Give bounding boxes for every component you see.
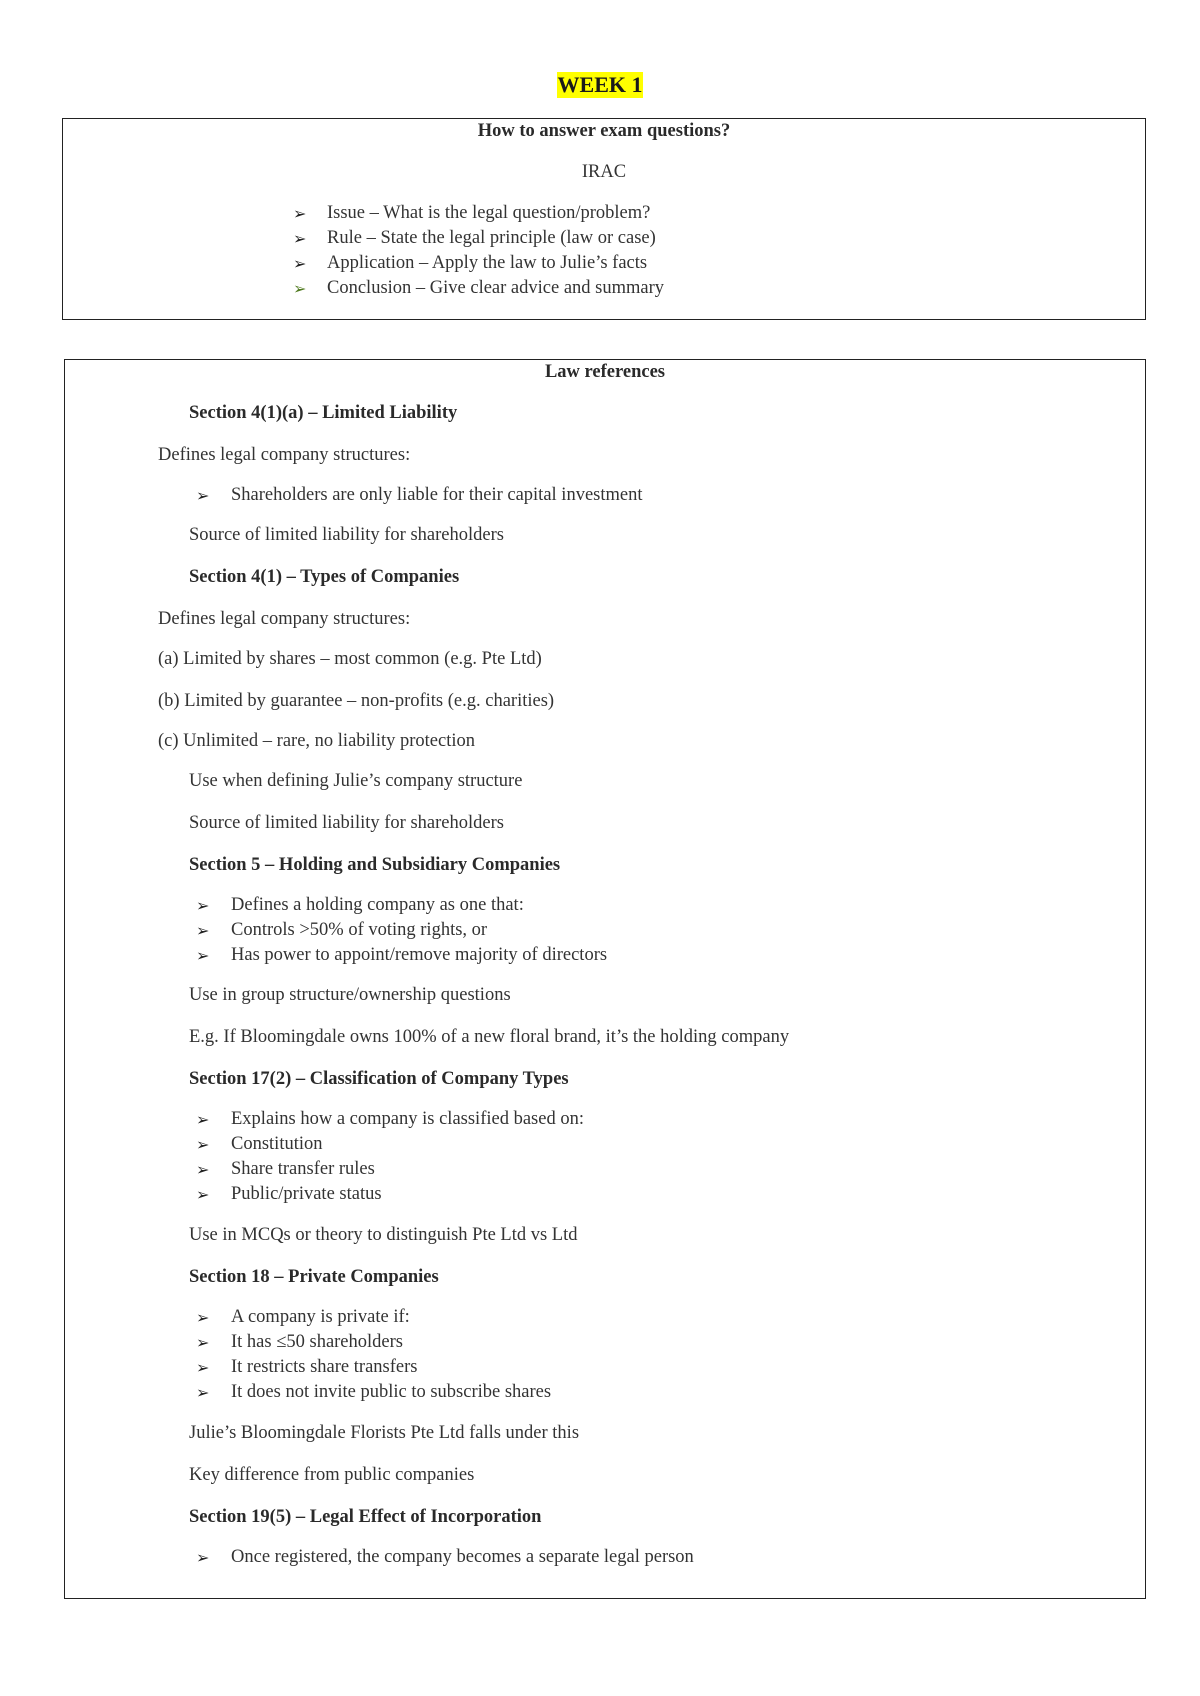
arrow-bullet-icon: ➢ <box>196 1385 210 1402</box>
page-title: WEEK 1 <box>557 72 643 97</box>
arrow-bullet-icon: ➢ <box>293 206 307 223</box>
irac-item-issue: Issue – What is the legal question/problem? <box>327 203 651 223</box>
bullet-item: Constitution <box>231 1134 323 1154</box>
section-note: Julie’s Bloomingdale Florists Pte Ltd falls under this <box>189 1423 580 1443</box>
irac-item-rule: Rule – State the legal principle (law or case) <box>327 228 656 248</box>
section-note: Use when defining Julie’s company structure <box>189 771 523 791</box>
bullet-item: Public/private status <box>231 1184 382 1204</box>
section-intro: Defines legal company structures: <box>158 445 411 465</box>
bullet-item: Once registered, the company becomes a separate legal person <box>231 1547 694 1567</box>
arrow-bullet-icon: ➢ <box>196 1335 210 1352</box>
bullet-item: Controls >50% of voting rights, or <box>231 920 488 940</box>
section-note: E.g. If Bloomingdale owns 100% of a new floral brand, it’s the holding company <box>189 1027 790 1047</box>
bullet-item: Has power to appoint/remove majority of directors <box>231 945 608 965</box>
arrow-bullet-icon: ➢ <box>196 1360 210 1377</box>
arrow-bullet-icon: ➢ <box>196 1310 210 1327</box>
company-type-line: (c) Unlimited – rare, no liability protection <box>158 731 475 751</box>
section-heading: Section 4(1)(a) – Limited Liability <box>189 403 458 423</box>
bullet-item: Explains how a company is classified based on: <box>231 1109 584 1129</box>
bullet-item: It has ≤50 shareholders <box>231 1332 403 1352</box>
arrow-bullet-icon: ➢ <box>196 948 210 965</box>
section-note: Source of limited liability for shareholders <box>189 525 504 545</box>
irac-subheading: IRAC <box>581 162 627 182</box>
bullet-item: It restricts share transfers <box>231 1357 418 1377</box>
arrow-bullet-icon: ➢ <box>293 256 307 273</box>
arrow-bullet-icon: ➢ <box>196 1187 210 1204</box>
section-heading: Section 5 – Holding and Subsidiary Companies <box>189 855 561 875</box>
irac-heading: How to answer exam questions? <box>477 121 731 141</box>
arrow-bullet-icon: ➢ <box>293 231 307 248</box>
arrow-bullet-icon: ➢ <box>196 1112 210 1129</box>
page-title-wrap <box>0 72 1200 98</box>
bullet-item: Shareholders are only liable for their capital investment <box>231 485 643 505</box>
law-references-box <box>64 359 1146 1599</box>
section-intro: Defines legal company structures: <box>158 609 411 629</box>
section-heading: Section 18 – Private Companies <box>189 1267 439 1287</box>
section-note: Source of limited liability for shareholders <box>189 813 504 833</box>
bullet-item: Defines a holding company as one that: <box>231 895 524 915</box>
law-references-heading: Law references <box>544 362 666 382</box>
arrow-bullet-icon: ➢ <box>196 898 210 915</box>
irac-item-conclusion: Conclusion – Give clear advice and summary <box>327 278 665 298</box>
irac-box <box>62 118 1146 320</box>
arrow-bullet-icon: ➢ <box>293 281 307 298</box>
bullet-item: A company is private if: <box>231 1307 410 1327</box>
irac-item-application: Application – Apply the law to Julie’s facts <box>327 253 648 273</box>
arrow-bullet-icon: ➢ <box>196 1137 210 1154</box>
section-heading: Section 4(1) – Types of Companies <box>189 567 460 587</box>
company-type-line: (b) Limited by guarantee – non-profits (e.g. charities) <box>158 691 555 711</box>
section-note: Use in group structure/ownership questions <box>189 985 511 1005</box>
section-heading: Section 17(2) – Classification of Company Types <box>189 1069 569 1089</box>
arrow-bullet-icon: ➢ <box>196 488 210 505</box>
section-note: Use in MCQs or theory to distinguish Pte Ltd vs Ltd <box>189 1225 578 1245</box>
company-type-line: (a) Limited by shares – most common (e.g. Pte Ltd) <box>158 649 542 669</box>
bullet-item: It does not invite public to subscribe shares <box>231 1382 552 1402</box>
arrow-bullet-icon: ➢ <box>196 1550 210 1567</box>
section-heading: Section 19(5) – Legal Effect of Incorporation <box>189 1507 542 1527</box>
arrow-bullet-icon: ➢ <box>196 923 210 940</box>
section-note: Key difference from public companies <box>189 1465 475 1485</box>
bullet-item: Share transfer rules <box>231 1159 375 1179</box>
arrow-bullet-icon: ➢ <box>196 1162 210 1179</box>
